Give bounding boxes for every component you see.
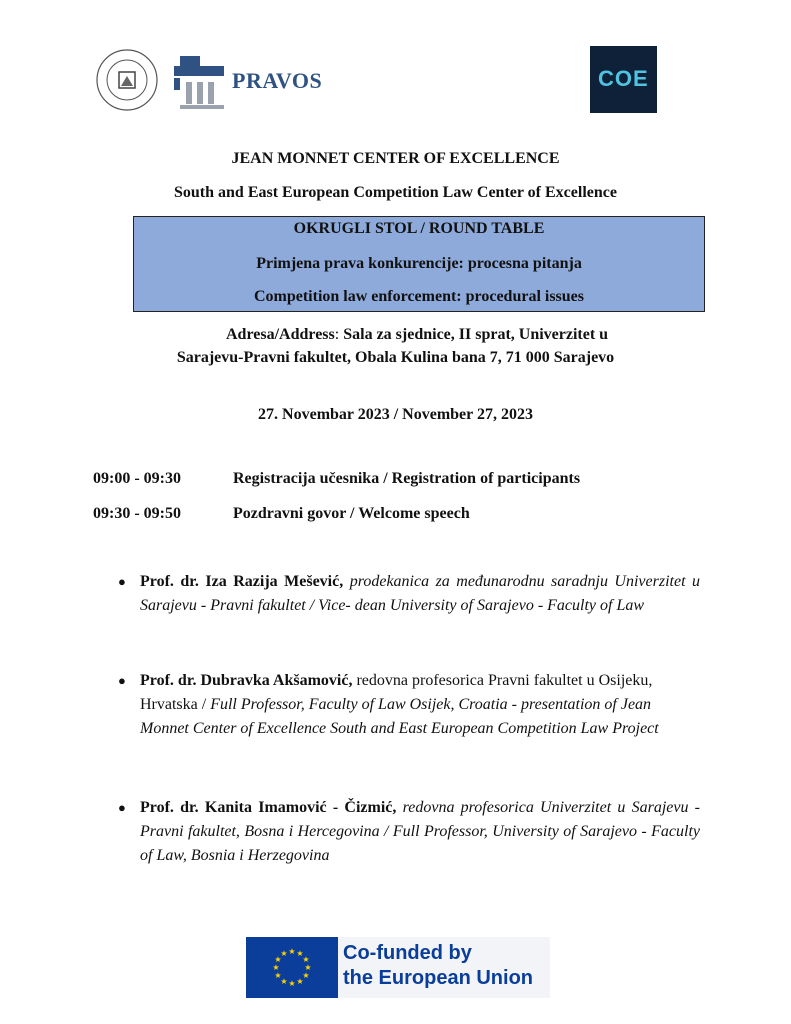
round-table-topic-bs: Primjena prava konkurencije: procesna pitanja [256,255,582,272]
bullet-icon: ● [118,800,126,815]
speaker-item [140,669,700,741]
svg-text:★: ★ [296,977,304,986]
address-label: Adresa/Address [226,326,335,343]
address-line-2: Sarajevu-Pravni fakultet, Obala Kulina bana 7, 71 000 Sarajevo [176,349,615,366]
svg-text:★: ★ [302,971,310,980]
address-line-1: Adresa/Address: Sala za sjednice, II sprat, Univerzitet u [226,326,609,343]
address-value-1: Sala za sjednice, II sprat, Univerzitet u [343,326,609,343]
bullet-icon: ● [118,673,126,688]
svg-text:★: ★ [274,971,282,980]
svg-text:★: ★ [304,963,312,972]
pravos-logo-text: PRAVOS [232,68,323,93]
university-seal-logo [95,48,159,112]
coe-logo-text: COE [598,66,649,91]
speaker-item [140,570,700,618]
speaker-item [140,796,700,868]
round-table-topic-en: Competition law enforcement: procedural issues [253,288,585,305]
round-table-title: OKRUGLI STOL / ROUND TABLE [293,220,545,237]
svg-text:★: ★ [274,955,282,964]
bullet-icon: ● [118,574,126,589]
eu-cofunded-line1: Co-funded by [343,942,472,964]
speaker-name: Prof. dr. Dubravka Akšamović, [140,672,353,689]
svg-text:★: ★ [302,955,310,964]
svg-text:★: ★ [288,979,296,988]
svg-text:★: ★ [280,949,288,958]
speaker-role: Full Professor, Faculty of Law Osijek, Croatia - presentation of Jean Monnet Center of Excellence South and East European Competition Law Project [140,696,659,737]
center-title: JEAN MONNET CENTER OF EXCELLENCE [231,150,560,167]
center-subtitle: South and East European Competition Law Center of Excellence [174,184,617,201]
eu-cofunded-text [343,941,533,991]
eu-flag-icon [246,937,338,998]
coe-logo [590,46,657,113]
schedule-time: 09:00 - 09:30 [93,470,181,487]
round-table-box [133,216,705,312]
speaker-role: redovna profesorica Univerzitet u Sarajevu - Pravni fakultet, Bosna i Hercegovina / Full Professor, University of Sarajevo - Faculty of Law, Bosnia i Herzegovina [140,799,701,864]
schedule-description: Registracija učesnika / Registration of participants [233,470,581,487]
svg-text:★: ★ [296,949,304,958]
event-date: 27. Novembar 2023 / November 27, 2023 [258,406,533,423]
speaker-role: prodekanica za međunarodnu saradnju Univerzitet u Sarajevu - Pravni fakultet / Vice- dean University of Sarajevo - Faculty of Law [140,573,701,614]
pravos-logo-icon [172,52,228,110]
speaker-name: Prof. dr. Iza Razija Mešević, [140,573,344,590]
svg-text:★: ★ [272,963,280,972]
eu-cofunded-line2: the European Union [343,967,533,989]
schedule-description: Pozdravni govor / Welcome speech [233,505,470,522]
svg-text:★: ★ [288,947,296,956]
schedule-time: 09:30 - 09:50 [93,505,181,522]
svg-text:★: ★ [280,977,288,986]
speaker-role-local: redovna profesorica Pravni fakultet u Osijeku, Hrvatska / [140,672,653,713]
speaker-name: Prof. dr. Kanita Imamović - Čizmić, [140,799,397,816]
